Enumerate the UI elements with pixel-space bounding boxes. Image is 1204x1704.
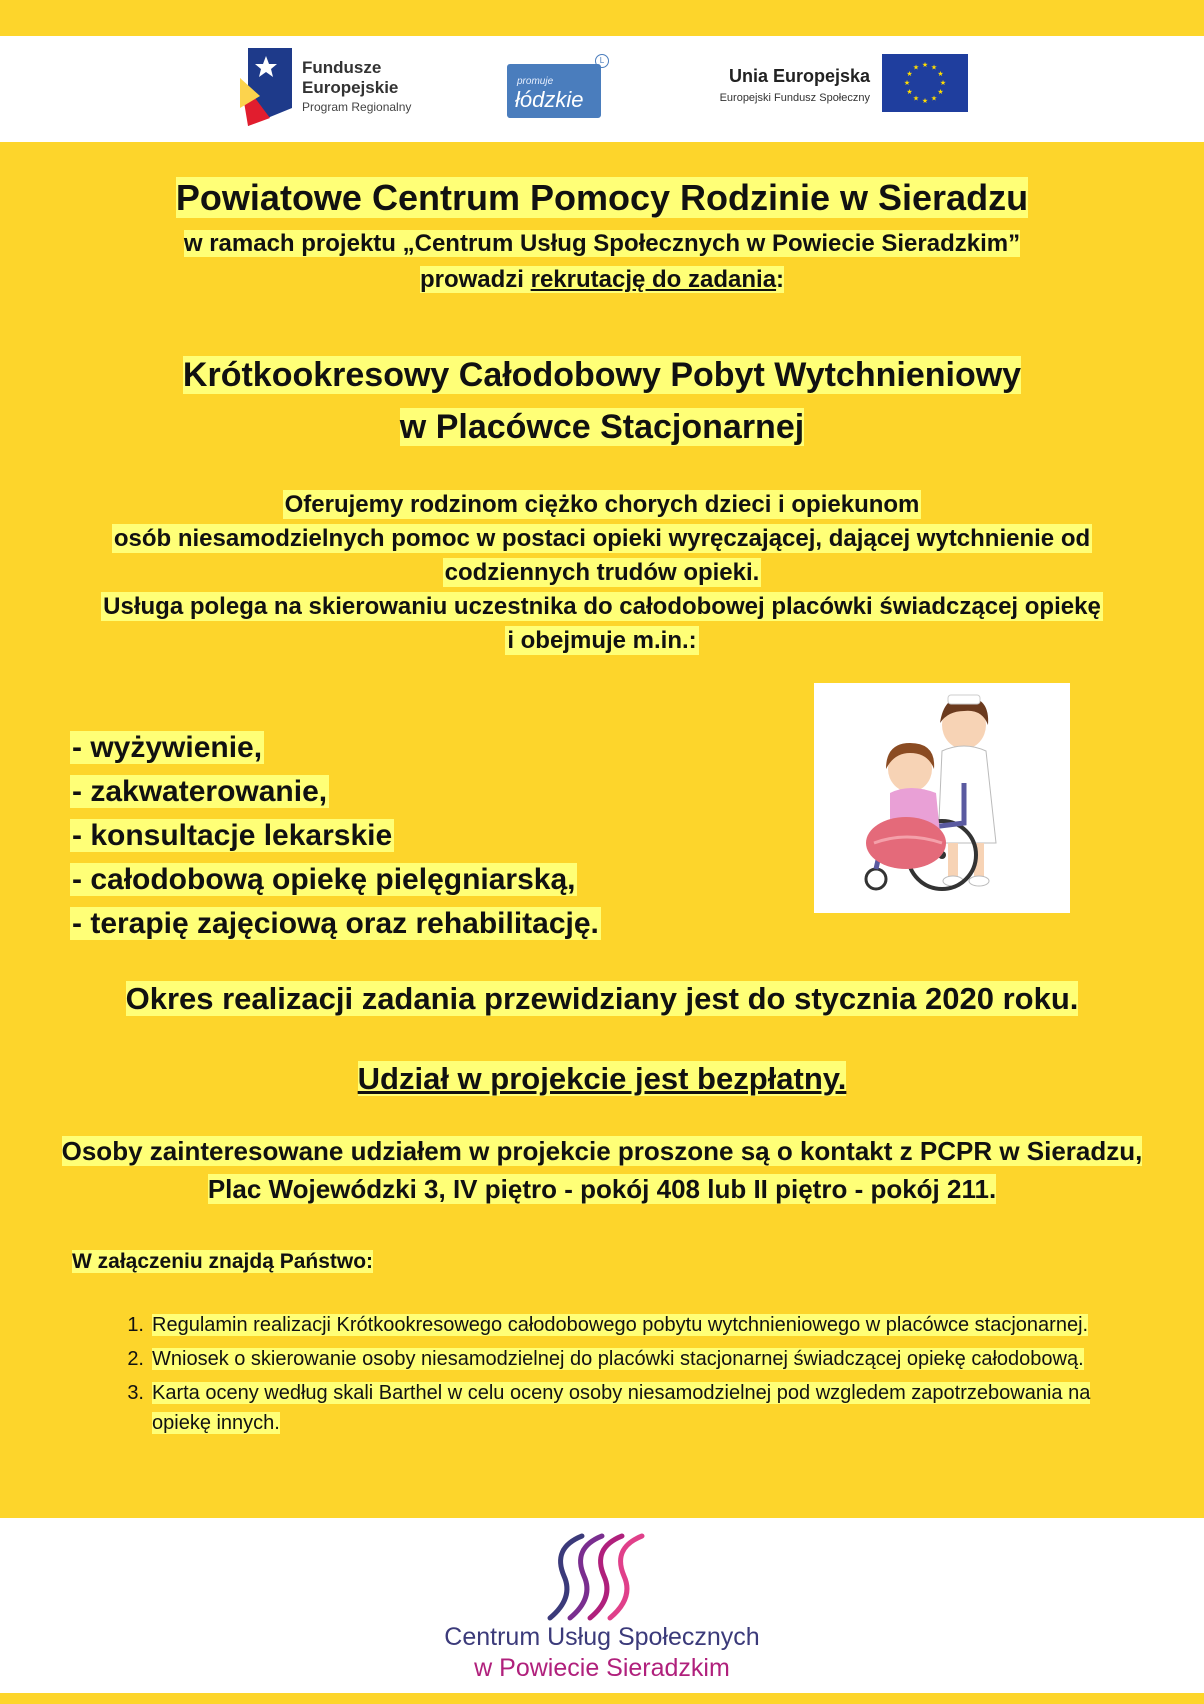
offer-line5: i obejmuje m.in.:	[507, 627, 697, 654]
offer-paragraph	[0, 488, 1204, 658]
attachment-item	[110, 1310, 1110, 1340]
offer-line1: Oferujemy rodzinom ciężko chorych dzieci i opiekunom	[284, 491, 920, 518]
logo-strip	[0, 36, 1204, 142]
contact-info	[0, 1132, 1204, 1208]
svg-text:★: ★	[903, 79, 911, 87]
task-title-line1	[0, 352, 1204, 398]
eu-logo-line2: Europejski Fundusz Społeczny	[719, 92, 870, 104]
bottom-band	[0, 1693, 1204, 1704]
fe-logo-line3: Program Regionalny	[302, 100, 412, 114]
svg-text:★: ★	[906, 88, 913, 96]
attachment-number: 2.	[127, 1348, 144, 1370]
svg-text:★: ★	[921, 97, 929, 105]
recruitment-underlined: rekrutację do zadania	[530, 266, 777, 293]
list-item: - zakwaterowanie,	[72, 775, 328, 808]
services-list	[70, 726, 601, 946]
list-item: - terapię zajęciową oraz rehabilitację.	[72, 907, 599, 940]
svg-text:★: ★	[930, 94, 938, 103]
eu-logo	[680, 54, 980, 124]
svg-text:★: ★	[937, 88, 944, 96]
list-item: - wyżywienie,	[72, 731, 263, 764]
lodzkie-big-text: łódzkie	[515, 87, 584, 112]
offer-line2: osób niesamodzielnych pomoc w postaci opieki wyręczającej, dającej wytchnienie od	[113, 525, 1091, 552]
page-title	[0, 175, 1204, 221]
svg-text:★: ★	[906, 70, 913, 78]
svg-text:★: ★	[921, 61, 929, 69]
period-statement	[0, 978, 1204, 1020]
fe-logo-line1: Fundusze	[302, 58, 382, 77]
fe-flag-icon	[240, 48, 292, 126]
free-participation-statement	[0, 1058, 1204, 1100]
attachment-number: 3.	[127, 1382, 144, 1404]
task-title-line2-text: w Placówce Stacjonarnej	[399, 408, 805, 446]
lodzkie-small-text: promuje	[517, 76, 554, 87]
eu-logo-line1: Unia Europejska	[728, 66, 870, 86]
svg-text:★: ★	[930, 63, 938, 72]
footer-logo-line1: Centrum Usług Społecznych	[444, 1623, 760, 1651]
attachment-text: Karta oceny według skali Barthel w celu oceny osoby niesamodzielnej pod wzgledem zapotrzebowania na opiekę innych.	[152, 1382, 1091, 1434]
offer-line3: codziennych trudów opieki.	[444, 559, 760, 586]
cus-logo-mark-icon	[542, 1528, 652, 1623]
footer-logo-line2: w Powiecie Sieradzkim	[474, 1654, 730, 1682]
fe-logo-text	[302, 58, 411, 116]
attachment-item	[110, 1378, 1110, 1438]
list-item: - konsultacje lekarskie	[72, 819, 393, 852]
fe-logo-line2: Europejskie	[302, 78, 399, 97]
footer-logo-area	[0, 1518, 1204, 1693]
lodzkie-mark: L	[595, 54, 609, 68]
attachment-text: Wniosek o skierowanie osoby niesamodzielnej do placówki stacjonarnej świadczącej opiekę całodobową.	[152, 1348, 1084, 1370]
attachment-number: 1.	[127, 1314, 144, 1336]
svg-text:★: ★	[937, 70, 944, 78]
list-item: - całodobową opiekę pielęgniarską,	[72, 863, 576, 896]
lodzkie-logo	[507, 54, 607, 120]
recruitment-suffix: :	[776, 266, 785, 293]
page-title-text: Powiatowe Centrum Pomocy Rodzinie w Sieradzu	[175, 177, 1029, 218]
project-subtitle-text: w ramach projektu „Centrum Usług Społecznych w Powiecie Sieradzkim”	[183, 230, 1021, 257]
svg-text:★: ★	[939, 79, 947, 87]
recruitment-prefix: prowadzi	[419, 266, 531, 293]
fundusze-europejskie-logo	[240, 42, 440, 132]
recruitment-line	[0, 264, 1204, 296]
attachment-item	[110, 1344, 1110, 1374]
free-text: Udział w projekcie jest bezpłatny.	[357, 1061, 847, 1096]
project-subtitle	[0, 228, 1204, 260]
task-title-line1-text: Krótkookresowy Całodobowy Pobyt Wytchnieniowy	[182, 356, 1022, 394]
contact-line2: Plac Wojewódzki 3, IV piętro - pokój 408 lub II piętro - pokój 211.	[207, 1174, 997, 1204]
attachment-text: Regulamin realizacji Krótkookresowego całodobowego pobytu wytchnieniowego w placówce stacjonarnej.	[152, 1314, 1089, 1336]
svg-text:★: ★	[912, 94, 920, 103]
lodzkie-badge	[507, 64, 601, 118]
eu-flag-icon	[882, 54, 968, 112]
svg-text:★: ★	[912, 63, 920, 72]
offer-line4: Usługa polega na skierowaniu uczestnika do całodobowej placówki świadczącej opiekę	[103, 593, 1101, 620]
nurse-wheelchair-icon	[814, 683, 1070, 913]
task-title-line2	[0, 404, 1204, 450]
nurse-wheelchair-illustration	[814, 683, 1070, 913]
attachments-heading: W załączeniu znajdą Państwo:	[72, 1250, 374, 1273]
contact-line1: Osoby zainteresowane udziałem w projekcie proszone są o kontakt z PCPR w Sieradzu,	[61, 1136, 1143, 1166]
attachments-list	[110, 1310, 1110, 1442]
period-text: Okres realizacji zadania przewidziany jest do stycznia 2020 roku.	[125, 981, 1079, 1016]
